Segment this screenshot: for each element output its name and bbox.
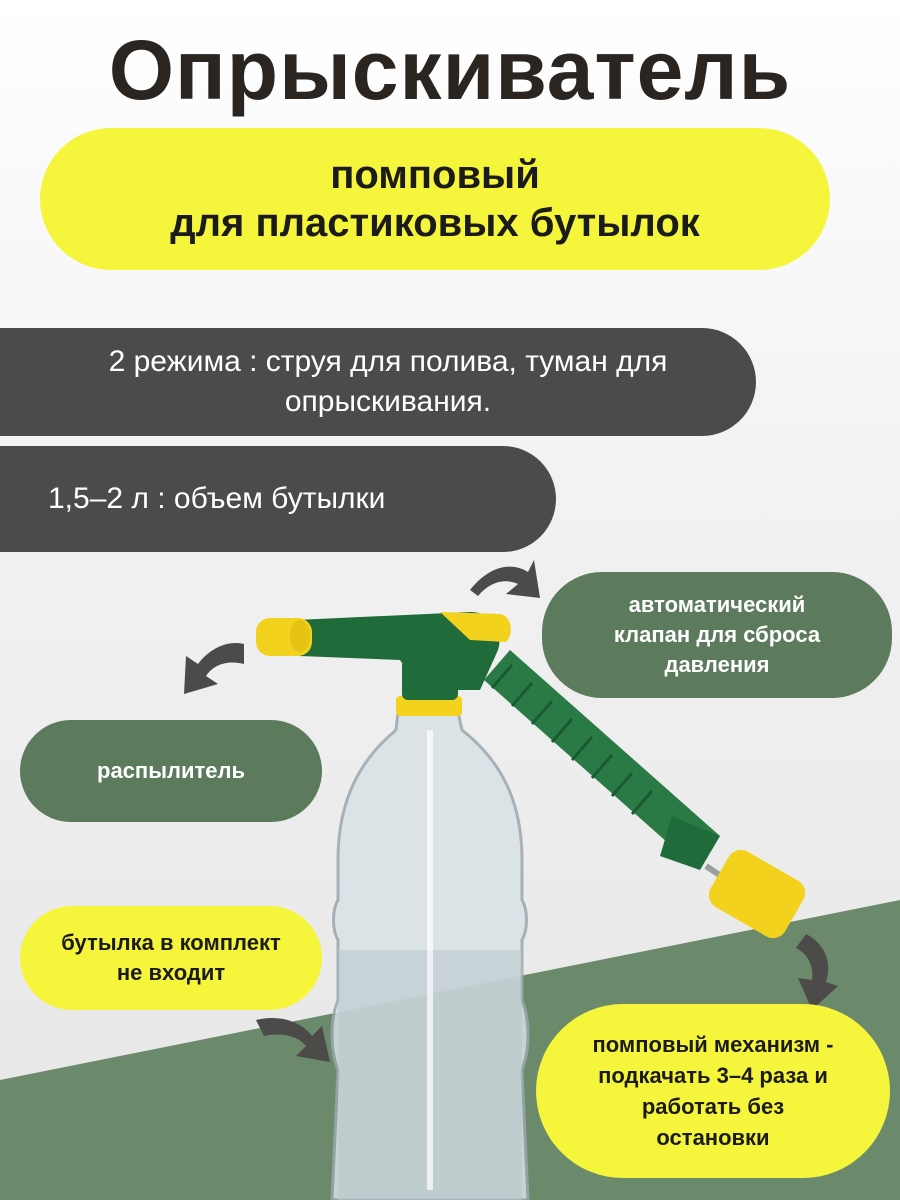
subtitle-banner [40, 128, 830, 270]
feature-modes-line-2: опрыскивания. [284, 385, 492, 418]
callout-bottle-line-1: бутылка в комплект [61, 930, 281, 955]
feature-volume-text: 1,5–2 л : объем бутылки [48, 482, 386, 515]
feature-volume [0, 446, 556, 552]
callout-bottle-not-included [20, 906, 322, 1010]
callout-pump-line-4: остановки [656, 1125, 770, 1150]
callout-sprayer-text: распылитель [97, 758, 245, 783]
callout-pump-line-2: подкачать 3–4 раза и [598, 1063, 828, 1088]
callout-valve [542, 572, 892, 698]
callout-sprayer [20, 720, 322, 822]
callout-valve-line-2: клапан для сброса [613, 622, 821, 647]
callout-pump-mechanism [536, 1004, 890, 1178]
feature-modes-line-1: 2 режима : струя для полива, туман для [108, 345, 668, 378]
banner-line-2: для пластиковых бутылок [170, 201, 700, 245]
callout-valve-line-1: автоматический [628, 592, 806, 617]
callout-valve-line-3: давления [664, 652, 770, 677]
banner-line-1: помповый [330, 153, 540, 197]
page-title: Опрыскиватель [108, 23, 792, 117]
callout-pump-line-3: работать без [641, 1094, 785, 1119]
bottle-image [332, 696, 528, 1200]
callout-pump-line-1: помповый механизм - [592, 1032, 834, 1057]
feature-modes [0, 328, 756, 436]
callout-bottle-line-2: не входит [116, 960, 226, 985]
